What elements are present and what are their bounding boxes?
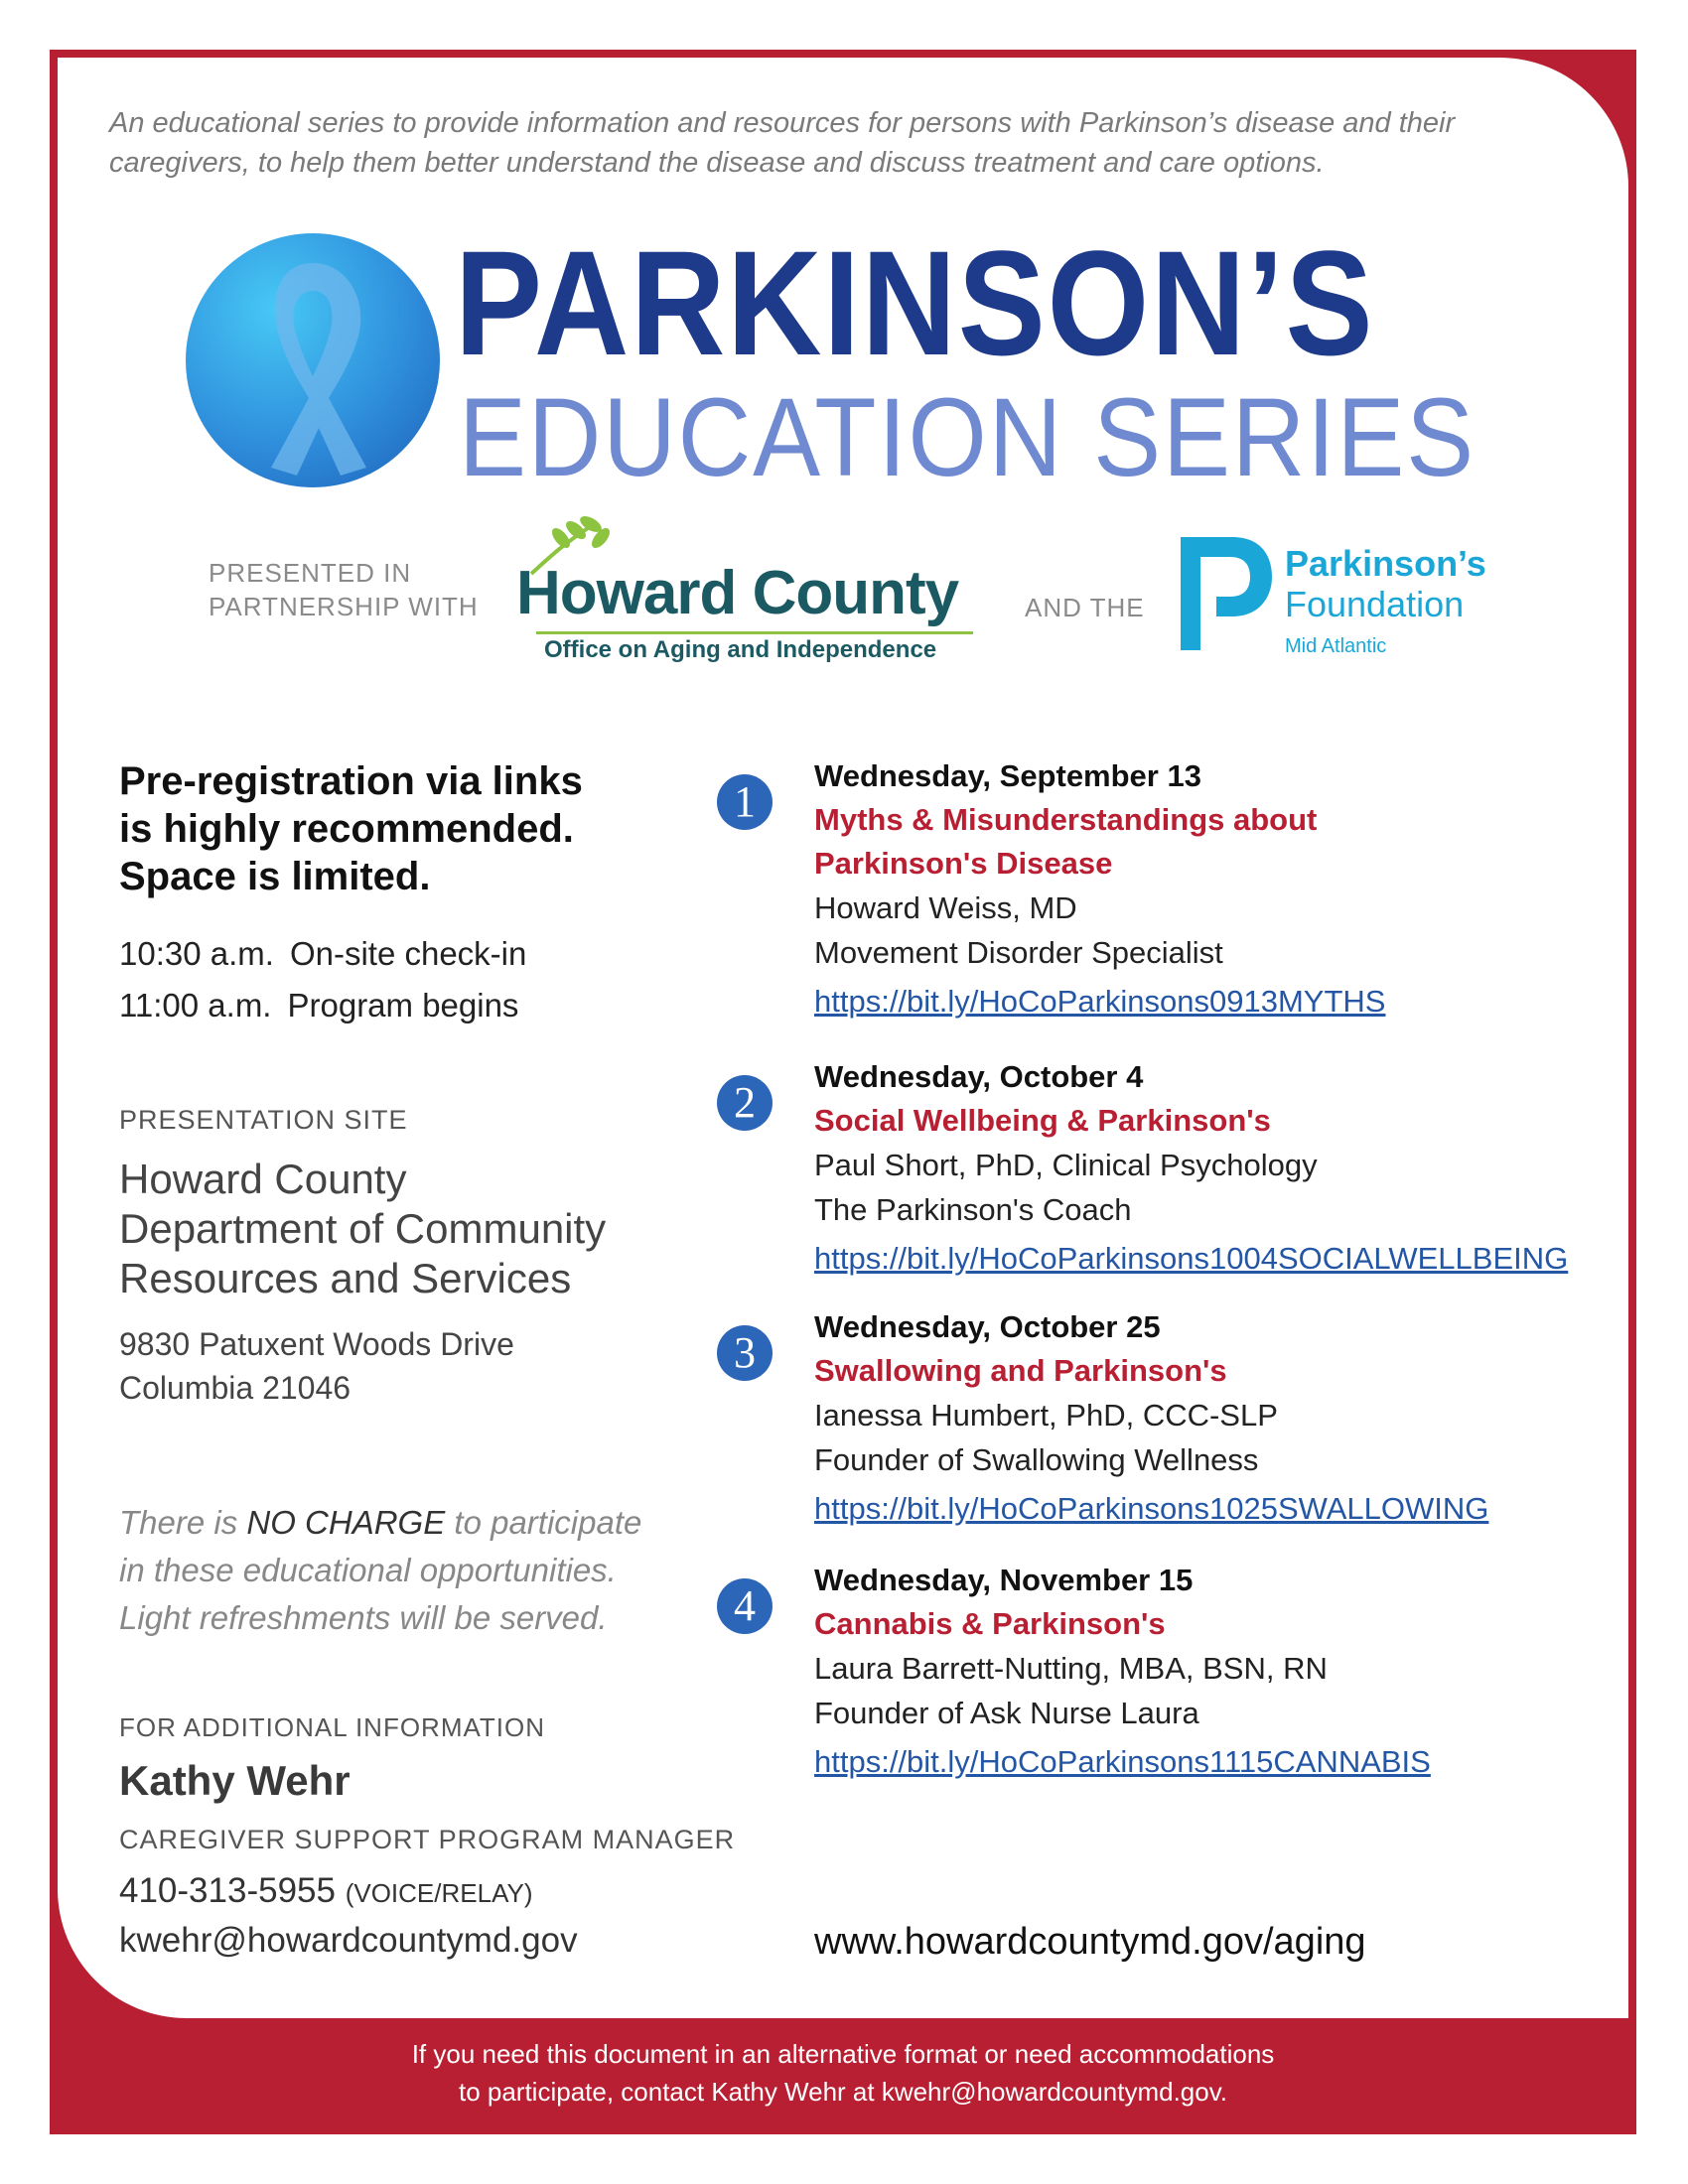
contact-name: Kathy Wehr [119,1757,351,1804]
session-date: Wednesday, November 15 [814,1563,1194,1597]
phone-note: (VOICE/RELAY) [345,1878,533,1908]
session-registration-link[interactable]: https://bit.ly/HoCoParkinsons1025SWALLOWING [814,1491,1489,1526]
additional-info-label: FOR ADDITIONAL INFORMATION [119,1712,546,1742]
footer-line: to participate, contact Kathy Wehr at kwehr@howardcountymd.gov. [458,2077,1228,2107]
ribbon-icon [186,233,440,487]
session-registration-link[interactable]: https://bit.ly/HoCoParkinsons1115CANNABIS [814,1744,1431,1779]
no-charge-line: in these educational opportunities. [119,1552,617,1588]
site-address [119,1322,514,1410]
schedule-times [119,928,526,1031]
pf-name-line-1: Parkinson’s [1285,543,1486,584]
no-charge-line: Light refreshments will be served. [119,1599,608,1636]
prereg-line: is highly recommended. [119,807,574,851]
session-number-badge: 2 [717,1075,773,1131]
time-row [119,980,526,1031]
session-speaker: Ianessa Humbert, PhD, CCC-SLP [814,1398,1278,1433]
session-date: Wednesday, September 13 [814,758,1201,793]
preregistration-notice [119,757,583,900]
contact-title: CAREGIVER SUPPORT PROGRAM MANAGER [119,1825,736,1854]
session-date: Wednesday, October 25 [814,1309,1161,1344]
site-name-line: Department of Community [119,1205,607,1252]
and-the-label: AND THE [1025,593,1145,622]
phone-number[interactable]: 410-313-5955 [119,1871,336,1910]
time-label: On-site check-in [289,935,527,972]
session-speaker: Howard Weiss, MD [814,890,1077,925]
session-details [814,754,1385,1024]
session-number-badge: 3 [717,1325,773,1381]
session-speaker: Laura Barrett-Nutting, MBA, BSN, RN [814,1651,1328,1686]
no-charge-post: to participate [445,1504,642,1541]
prereg-line: Space is limited. [119,855,431,898]
site-label: PRESENTATION SITE [119,1105,408,1135]
time-row [119,928,526,980]
no-charge-line [119,1499,641,1547]
session-title: Myths & Misunderstandings about [814,802,1318,837]
session-title: Cannabis & Parkinson's [814,1606,1166,1641]
no-charge-note [119,1499,641,1642]
time-label: Program begins [287,987,519,1024]
contact-phone [119,1871,532,1911]
session-title: Social Wellbeing & Parkinson's [814,1103,1271,1138]
website-link[interactable]: www.howardcountymd.gov/aging [814,1921,1366,1963]
site-name [119,1155,606,1303]
session-speaker-role: Movement Disorder Specialist [814,935,1223,970]
accessibility-footer [58,2035,1628,2111]
no-charge-emphasis: NO CHARGE [246,1504,446,1541]
session-speaker-role: The Parkinson's Coach [814,1192,1132,1227]
howard-county-logo-text: Howard County [516,559,959,627]
session-title: Parkinson's Disease [814,846,1113,881]
session-registration-link[interactable]: https://bit.ly/HoCoParkinsons1004SOCIALWELLBEING [814,1241,1569,1276]
series-title-main: PARKINSON’S [455,219,1375,386]
session-details [814,1305,1488,1532]
time-value: 11:00 a.m. [119,987,272,1024]
session-details [814,1559,1431,1785]
footer-line: If you need this document in an alternative format or need accommodations [411,2039,1275,2069]
session-number-badge: 1 [717,774,773,830]
pf-name-line-2: Foundation [1285,584,1465,624]
session-registration-link[interactable]: https://bit.ly/HoCoParkinsons0913MYTHS [814,984,1386,1019]
site-name-line: Resources and Services [119,1255,572,1301]
session-details [814,1055,1568,1282]
howard-county-office-text: Office on Aging and Independence [544,636,937,663]
prereg-line: Pre-registration via links [119,759,583,803]
presented-line-1: PRESENTED IN [209,558,412,588]
session-title: Swallowing and Parkinson's [814,1353,1227,1388]
no-charge-pre: There is [119,1504,247,1541]
awareness-ribbon-logo [186,233,440,487]
address-line: Columbia 21046 [119,1370,352,1406]
series-title-sub: EDUCATION SERIES [459,375,1476,499]
session-speaker-role: Founder of Swallowing Wellness [814,1442,1259,1477]
contact-email[interactable]: kwehr@howardcountymd.gov [119,1921,578,1960]
presented-line-2: PARTNERSHIP WITH [209,592,479,621]
time-value: 10:30 a.m. [119,935,274,972]
howard-county-underline [536,631,973,634]
session-speaker-role: Founder of Ask Nurse Laura [814,1696,1199,1730]
pf-name-line-3: Mid Atlantic [1285,635,1387,657]
session-number-badge: 4 [717,1578,773,1634]
site-name-line: Howard County [119,1156,407,1202]
session-date: Wednesday, October 4 [814,1059,1144,1094]
parkinsons-foundation-p-icon [1177,531,1276,655]
intro-text: An educational series to provide information and resources for persons with Parkinson’s disease and their caregivers, to help them better understand the disease and discuss treatment and care options. [109,107,1456,179]
address-line: 9830 Patuxent Woods Drive [119,1326,514,1362]
session-speaker: Paul Short, PhD, Clinical Psychology [814,1148,1318,1182]
presented-in-label [209,556,479,623]
